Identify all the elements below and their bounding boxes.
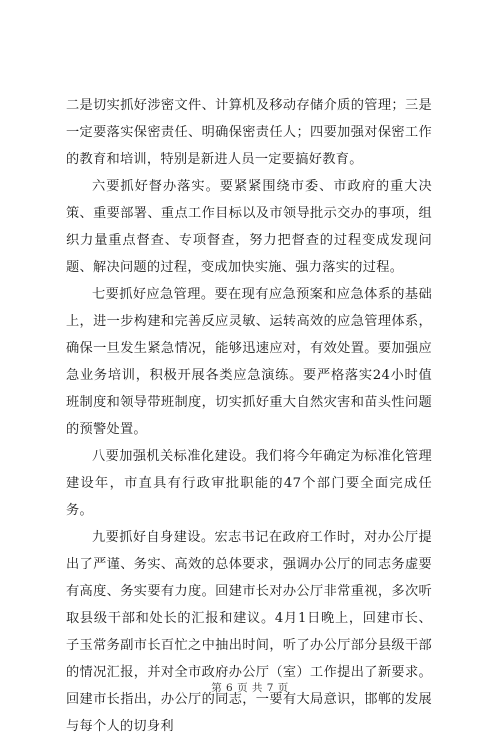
paragraph-confidentiality-continued: 二是切实抓好涉密文件、计算机及移动存储介质的管理；三是一定要落实保密责任、明确保密责任人；四要加强对保密工作的教育和培训，特别是新进人员一定要搞好教育。 <box>66 98 432 167</box>
paragraph-supervision: 六要抓好督办落实。要紧紧围绕市委、市政府的重大决策、重要部署、重点工作目标以及市领导批示交办的事项，组织力量重点督查、专项督查，努力把督查的过程变成发现问题、解决问题的过程，变成加快实施、强力落实的过程。 <box>66 179 432 275</box>
page-number-footer: 第 6 页 共 7 页 <box>211 682 289 694</box>
paragraph-emergency-management: 七要抓好应急管理。要在现有应急预案和应急体系的基础上，进一步构建和完善反应灵敏、运转高效的应急管理体系，确保一旦发生紧急情况，能够迅速应对，有效处置。要加强应急业务培训，积极开展各类应急演练。要严格落实24小时值班制度和领导带班制度，切实抓好重大自然灾害和苗头性问题的预警处置。 <box>66 287 432 437</box>
paragraph-standardization: 八要加强机关标准化建设。我们将今年确定为标准化管理建设年，市直具有行政审批职能的47个部门要全面完成任务。 <box>66 449 432 518</box>
document-body <box>66 92 432 740</box>
paragraph-self-building: 九要抓好自身建设。宏志书记在政府工作时，对办公厅提出了严谨、务实、高效的总体要求，强调办公厅的同志务虚要有高度、务实要有力度。回建市长对办公厅非常重视，多次听取县级干部和处长的汇报和建议。4月1日晚上，回建市长、子玉常务副市长百忙之中抽出时间，听了办公厅部分县级干部的情况汇报，并对全市政府办公厅（室）工作提出了新要求。回建市长指出，办公厅的同志，一要有大局意识，邯郸的发展与每个人的切身利 <box>66 530 432 734</box>
